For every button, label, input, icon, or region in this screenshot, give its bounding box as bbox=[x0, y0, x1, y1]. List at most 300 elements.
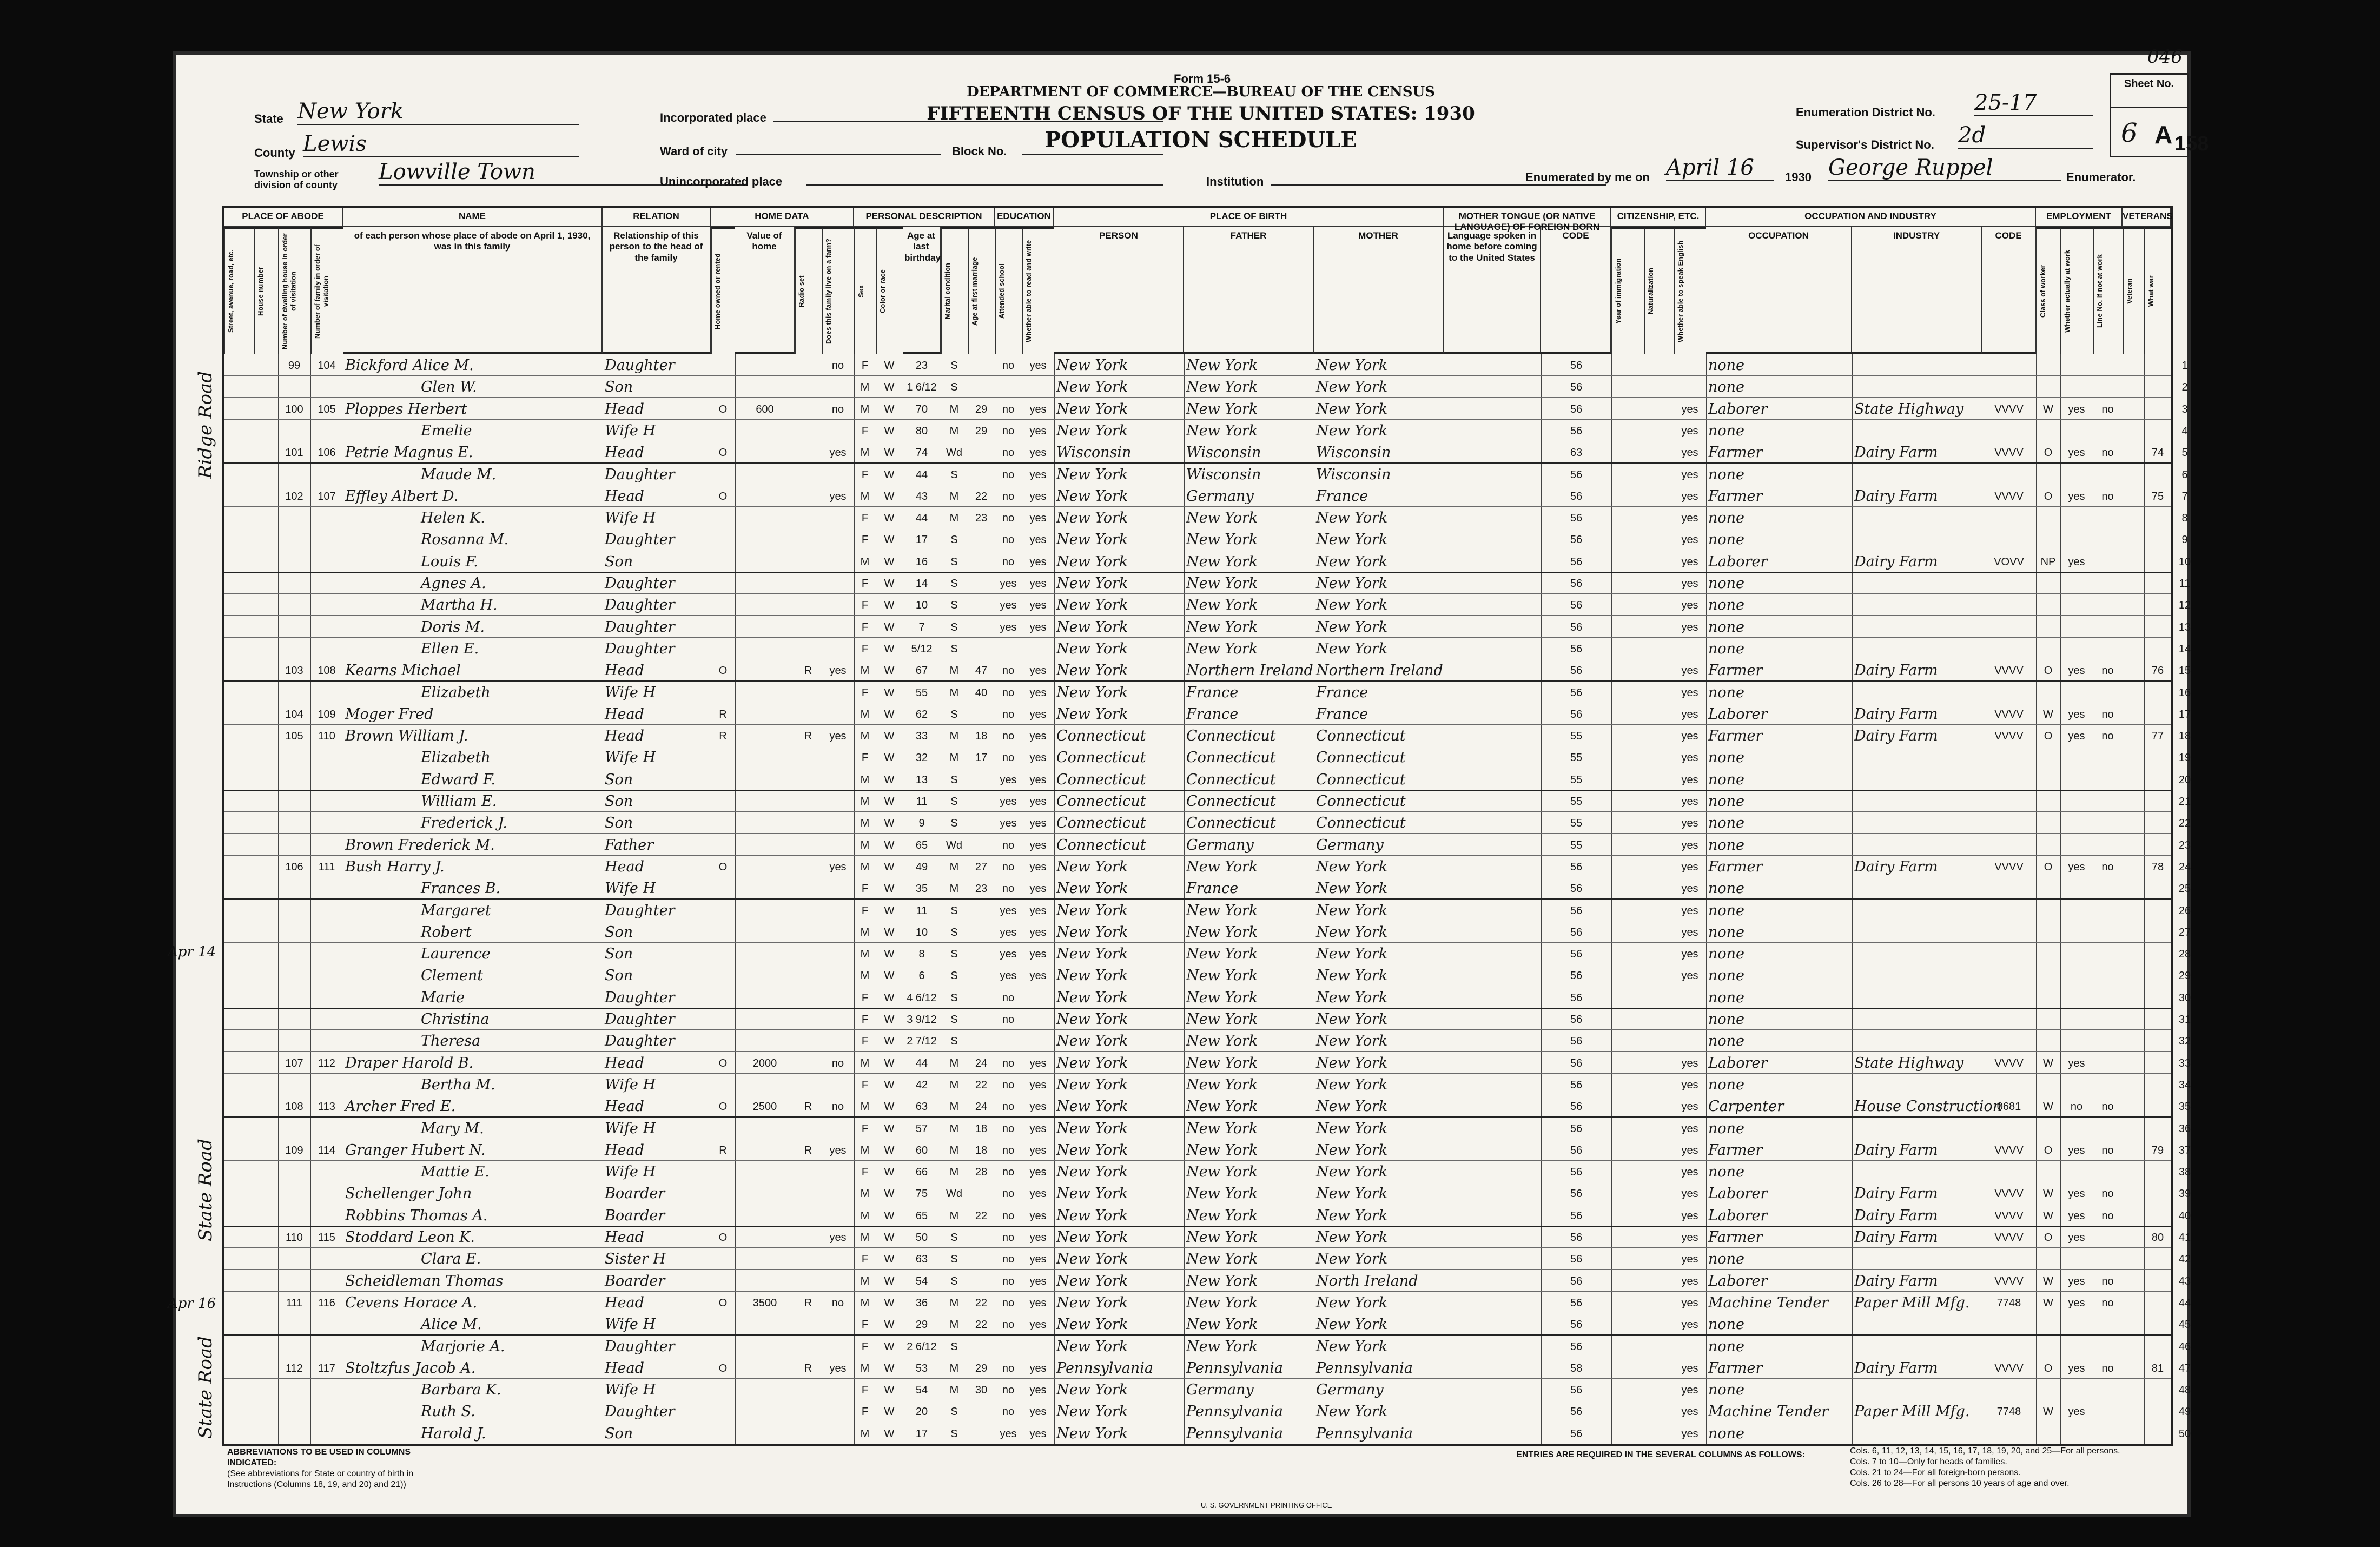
cell-dwelling-number bbox=[280, 419, 308, 441]
cell-farm-schedule bbox=[2146, 1313, 2169, 1334]
cell-industry bbox=[1854, 375, 1980, 397]
cell-read-write: yes bbox=[1029, 1427, 1047, 1440]
cell-radio-set bbox=[797, 986, 819, 1008]
cell-birthplace-mother: New York bbox=[1316, 1141, 1388, 1159]
column-header: OCCUPATION bbox=[1706, 227, 1852, 354]
cell-occupation: none bbox=[1708, 1338, 1745, 1355]
cell-on-farm bbox=[824, 593, 852, 615]
cell-birthplace-father: New York bbox=[1186, 989, 1258, 1006]
cell-speaks-english: yes bbox=[1681, 403, 1698, 415]
cell-birth-code: 56 bbox=[1570, 1101, 1583, 1113]
table-row bbox=[224, 419, 2188, 441]
cell-street bbox=[226, 441, 252, 462]
cell-marital: M bbox=[949, 1166, 959, 1179]
cell-relation: Son bbox=[605, 771, 633, 788]
cell-veteran bbox=[2095, 637, 2120, 659]
cell-dwelling-number: 103 bbox=[285, 665, 303, 677]
cell-race: W bbox=[884, 1057, 895, 1069]
unincorporated-label: Unincorporated place bbox=[660, 175, 783, 188]
cell-radio-set bbox=[797, 398, 819, 419]
cell-age-first-marriage bbox=[970, 768, 993, 790]
cell-what-war bbox=[2125, 1378, 2142, 1400]
cell-occupation: none bbox=[1708, 510, 1745, 527]
cell-sex: M bbox=[860, 447, 870, 459]
cell-home-value bbox=[737, 1313, 792, 1334]
cell-veteran: no bbox=[2101, 447, 2114, 459]
cell-family-number bbox=[313, 1182, 341, 1204]
cell-farm-schedule bbox=[2146, 1029, 2169, 1051]
cell-speaks-english: yes bbox=[1681, 730, 1698, 743]
cell-occupation-code bbox=[1984, 768, 2034, 790]
cell-marital: M bbox=[949, 425, 959, 437]
cell-school: no bbox=[1002, 686, 1015, 699]
cell-family-number: 113 bbox=[318, 1101, 335, 1113]
cell-birth-code: 55 bbox=[1570, 730, 1583, 743]
cell-birthplace-father: France bbox=[1186, 705, 1239, 723]
cell-sex: F bbox=[861, 1340, 869, 1353]
cell-home-value bbox=[737, 1422, 792, 1444]
cell-race: W bbox=[884, 1014, 895, 1026]
cell-relation: Head bbox=[605, 400, 644, 418]
cell-marital: S bbox=[950, 468, 958, 481]
cell-relation: Head bbox=[605, 1229, 644, 1246]
cell-occupation: none bbox=[1708, 1120, 1745, 1137]
cell-school bbox=[997, 1029, 1020, 1051]
cell-sex: M bbox=[860, 926, 870, 938]
line-number: 47 bbox=[2178, 1362, 2191, 1374]
cell-marital: S bbox=[950, 1014, 958, 1026]
table-row bbox=[224, 1204, 2191, 1227]
cell-birthplace-mother: Pennsylvania bbox=[1316, 1425, 1413, 1442]
cell-dwelling-number: 111 bbox=[286, 1297, 303, 1309]
cell-speaks-english: yes bbox=[1681, 556, 1698, 568]
cell-on-farm bbox=[824, 1073, 852, 1095]
cell-street bbox=[226, 528, 252, 550]
cell-race: W bbox=[884, 1275, 895, 1287]
cell-person-name: Kearns Michael bbox=[345, 662, 461, 679]
cell-birth-code: 56 bbox=[1570, 512, 1583, 525]
cell-read-write: yes bbox=[1029, 861, 1047, 873]
cell-age-first-marriage: 30 bbox=[975, 1384, 988, 1397]
cell-birth-code: 55 bbox=[1570, 817, 1583, 830]
cell-age: 75 bbox=[915, 1188, 928, 1200]
cell-occupation-code bbox=[1984, 637, 2034, 659]
cell-speaks-english: yes bbox=[1681, 1101, 1698, 1113]
cell-birthplace-mother: New York bbox=[1316, 422, 1388, 439]
sd-label: Supervisor's District No. bbox=[1796, 138, 1934, 151]
cell-birthplace-mother: Germany bbox=[1316, 1381, 1384, 1399]
cell-birthplace-mother: New York bbox=[1316, 510, 1388, 527]
cell-what-war bbox=[2125, 1313, 2142, 1334]
column-group: RELATION bbox=[603, 208, 711, 227]
cell-home-owned: O bbox=[718, 1232, 728, 1244]
cell-birth-code: 56 bbox=[1570, 578, 1583, 590]
cell-on-farm: yes bbox=[829, 490, 847, 503]
cell-family-number bbox=[313, 616, 341, 637]
cell-sex: M bbox=[860, 796, 870, 808]
cell-class-of-worker bbox=[2038, 419, 2058, 441]
cell-home-value bbox=[737, 877, 792, 898]
cell-what-war bbox=[2125, 811, 2142, 833]
cell-relation: Daughter bbox=[605, 1338, 675, 1355]
cell-industry bbox=[1854, 354, 1980, 375]
cell-age: 60 bbox=[915, 1144, 928, 1156]
cell-person-name: Mary M. bbox=[421, 1120, 484, 1137]
cell-read-write: yes bbox=[1029, 1232, 1047, 1244]
cell-age-first-marriage: 17 bbox=[975, 752, 988, 764]
cell-sex: F bbox=[861, 621, 869, 633]
cell-occupation: Farmer bbox=[1708, 1229, 1763, 1246]
cell-age: 53 bbox=[915, 1362, 928, 1374]
cell-read-write: yes bbox=[1029, 796, 1047, 808]
cell-industry bbox=[1854, 681, 1980, 703]
cell-at-work bbox=[2062, 811, 2091, 833]
cell-person-name: Laurence bbox=[421, 946, 491, 963]
cell-school: yes bbox=[1000, 1427, 1017, 1440]
block-line bbox=[1022, 154, 1163, 155]
cell-radio-set: R bbox=[804, 1297, 812, 1309]
cell-home-value bbox=[737, 354, 792, 375]
cell-home-value bbox=[737, 855, 792, 877]
cell-at-work bbox=[2062, 1008, 2091, 1029]
cell-marital: M bbox=[949, 665, 959, 677]
cell-marital: M bbox=[949, 686, 959, 699]
cell-age-first-marriage bbox=[970, 593, 993, 615]
cell-veteran bbox=[2095, 1029, 2120, 1051]
line-number: 7 bbox=[2181, 490, 2188, 503]
cell-home-owned: O bbox=[718, 1101, 728, 1113]
cell-marital: M bbox=[949, 1209, 959, 1222]
cell-family-number bbox=[313, 899, 341, 921]
column-header: Value of home bbox=[735, 227, 795, 354]
cell-sex: F bbox=[861, 643, 869, 655]
table-row bbox=[224, 724, 2191, 746]
cell-birthplace-father: New York bbox=[1186, 1011, 1258, 1028]
table-row bbox=[224, 855, 2191, 877]
cell-class-of-worker: W bbox=[2043, 403, 2053, 415]
cell-race: W bbox=[884, 403, 895, 415]
cell-home-value bbox=[737, 1226, 792, 1247]
cell-birth-code: 55 bbox=[1570, 796, 1583, 808]
cell-read-write bbox=[1024, 986, 1052, 1008]
cell-veteran bbox=[2095, 593, 2120, 615]
cell-radio-set bbox=[797, 1160, 819, 1182]
cell-occupation: none bbox=[1708, 880, 1745, 897]
cell-race: W bbox=[884, 1297, 895, 1309]
cell-dwelling-number bbox=[280, 1204, 308, 1226]
cell-dwelling-number bbox=[280, 1313, 308, 1334]
cell-school: no bbox=[1002, 752, 1015, 764]
cell-home-owned: O bbox=[718, 490, 728, 503]
cell-birth-code: 56 bbox=[1570, 991, 1583, 1004]
column-header: CODE bbox=[1982, 227, 2036, 354]
cell-marital: M bbox=[949, 752, 959, 764]
cell-home-value bbox=[737, 616, 792, 637]
cell-veteran bbox=[2095, 419, 2120, 441]
cell-birthplace-person: New York bbox=[1056, 597, 1128, 614]
cell-street bbox=[226, 463, 252, 485]
department-heading: DEPARTMENT OF COMMERCE—BUREAU OF THE CENSUS bbox=[967, 84, 1435, 100]
cell-at-work bbox=[2062, 768, 2091, 790]
cell-sex: F bbox=[861, 599, 869, 612]
cell-birthplace-father: New York bbox=[1186, 1272, 1258, 1290]
cell-race: W bbox=[884, 447, 895, 459]
cell-what-war bbox=[2125, 1095, 2142, 1116]
cell-home-owned bbox=[713, 768, 733, 790]
cell-farm-schedule bbox=[2146, 1095, 2169, 1116]
cell-class-of-worker bbox=[2038, 834, 2058, 855]
cell-industry: Dairy Farm bbox=[1854, 1272, 1938, 1290]
cell-what-war bbox=[2125, 616, 2142, 637]
cell-veteran bbox=[2095, 1335, 2120, 1357]
cell-class-of-worker bbox=[2038, 681, 2058, 703]
cell-dwelling-number bbox=[280, 942, 308, 964]
table-row bbox=[224, 637, 2191, 659]
cell-occupation: Laborer bbox=[1708, 553, 1768, 570]
cell-at-work bbox=[2062, 899, 2091, 921]
cell-age-first-marriage bbox=[970, 964, 993, 986]
cell-birthplace-father: New York bbox=[1186, 618, 1258, 636]
cell-veteran bbox=[2095, 1313, 2120, 1334]
township-label: Township or other division of county bbox=[254, 169, 339, 190]
cell-veteran bbox=[2095, 681, 2120, 703]
line-number: 37 bbox=[2178, 1144, 2191, 1156]
cell-birthplace-father: Pennsylvania bbox=[1186, 1403, 1283, 1420]
cell-occupation-code: VVVV bbox=[1994, 1188, 2024, 1200]
cell-dwelling-number bbox=[280, 1160, 308, 1182]
cell-occupation: none bbox=[1708, 684, 1745, 701]
cell-occupation-code bbox=[1984, 986, 2034, 1008]
cell-school: no bbox=[1002, 1144, 1015, 1156]
cell-person-name: Agnes A. bbox=[421, 575, 486, 592]
cell-on-farm bbox=[824, 506, 852, 528]
cell-farm-schedule bbox=[2146, 790, 2169, 811]
cell-race: W bbox=[884, 1340, 895, 1353]
table-row bbox=[224, 790, 2191, 812]
cell-relation: Boarder bbox=[605, 1185, 665, 1202]
cell-on-farm bbox=[824, 877, 852, 898]
cell-age-first-marriage bbox=[970, 986, 993, 1008]
cell-relation: Wife H bbox=[605, 684, 656, 701]
cell-age-first-marriage: 29 bbox=[975, 1362, 988, 1374]
cell-age-first-marriage bbox=[970, 441, 993, 462]
cell-industry: Dairy Farm bbox=[1854, 553, 1938, 570]
cell-birthplace-father: New York bbox=[1186, 379, 1258, 396]
table-row bbox=[224, 1313, 2191, 1336]
cell-radio-set: R bbox=[804, 1101, 812, 1113]
cell-relation: Wife H bbox=[605, 1163, 656, 1181]
cell-occupation: none bbox=[1708, 640, 1745, 657]
cell-dwelling-number: 102 bbox=[285, 490, 303, 503]
column-group: OCCUPATION AND INDUSTRY bbox=[1706, 208, 2036, 227]
cell-veteran bbox=[2095, 616, 2120, 637]
cell-race: W bbox=[884, 1362, 895, 1374]
cell-speaks-english: yes bbox=[1681, 926, 1698, 938]
cell-race: W bbox=[884, 1384, 895, 1397]
cell-race: W bbox=[884, 1406, 895, 1418]
cell-what-war bbox=[2125, 1247, 2142, 1269]
cell-veteran bbox=[2095, 1160, 2120, 1182]
cell-home-value bbox=[737, 899, 792, 921]
cell-birthplace-mother: France bbox=[1316, 487, 1368, 505]
cell-industry: Dairy Farm bbox=[1854, 1359, 1938, 1377]
cell-person-name: Stoltzfus Jacob A. bbox=[345, 1359, 476, 1377]
cell-on-farm bbox=[824, 463, 852, 485]
cell-age: 80 bbox=[915, 425, 928, 437]
cell-marital: M bbox=[949, 1144, 959, 1156]
cell-age: 62 bbox=[915, 708, 928, 720]
cell-family-number bbox=[313, 593, 341, 615]
cell-radio-set bbox=[797, 746, 819, 768]
cell-family-number bbox=[313, 1247, 341, 1269]
cell-at-work bbox=[2062, 375, 2091, 397]
cell-on-farm: no bbox=[831, 1057, 844, 1069]
cell-birthplace-father: Germany bbox=[1186, 487, 1254, 505]
cell-race: W bbox=[884, 817, 895, 830]
cell-birthplace-father: Pennsylvania bbox=[1186, 1425, 1283, 1442]
cell-home-owned bbox=[713, 1117, 733, 1139]
cell-veteran bbox=[2095, 877, 2120, 898]
cell-street bbox=[226, 637, 252, 659]
cell-farm-schedule bbox=[2146, 942, 2169, 964]
cell-veteran bbox=[2095, 1008, 2120, 1029]
cell-veteran bbox=[2095, 1422, 2120, 1444]
cell-person-name: Ruth S. bbox=[421, 1403, 475, 1420]
line-number: 28 bbox=[2178, 948, 2191, 961]
cell-veteran: no bbox=[2101, 730, 2114, 743]
cell-class-of-worker bbox=[2038, 986, 2058, 1008]
cell-farm-schedule: 81 bbox=[2151, 1362, 2164, 1374]
cell-home-owned bbox=[713, 681, 733, 703]
cell-radio-set bbox=[797, 1226, 819, 1247]
cell-race: W bbox=[884, 1319, 895, 1331]
cell-radio-set bbox=[797, 834, 819, 855]
cell-farm-schedule bbox=[2146, 746, 2169, 768]
cell-home-owned bbox=[713, 572, 733, 593]
cell-occupation-code bbox=[1984, 419, 2034, 441]
line-number: 6 bbox=[2181, 468, 2188, 481]
cell-sex: M bbox=[860, 948, 870, 961]
cell-class-of-worker bbox=[2038, 942, 2058, 964]
cell-sex: F bbox=[861, 1014, 869, 1026]
cell-street bbox=[226, 986, 252, 1008]
cell-what-war bbox=[2125, 703, 2142, 724]
cell-sex: F bbox=[861, 512, 869, 525]
column-group: PLACE OF BIRTH bbox=[1054, 208, 1444, 227]
cell-street bbox=[226, 1357, 252, 1378]
cell-dwelling-number bbox=[280, 921, 308, 942]
cell-speaks-english: yes bbox=[1681, 752, 1698, 764]
cell-home-owned: R bbox=[719, 730, 727, 743]
cell-person-name: Archer Fred E. bbox=[345, 1098, 456, 1115]
cell-industry bbox=[1854, 790, 1980, 811]
cell-sex: F bbox=[861, 360, 869, 372]
cell-industry bbox=[1854, 746, 1980, 768]
cell-age: 7 bbox=[918, 621, 925, 633]
line-number: 4 bbox=[2181, 425, 2188, 437]
cell-birthplace-father: Pennsylvania bbox=[1186, 1359, 1283, 1377]
column-header: FATHER bbox=[1184, 227, 1314, 354]
cell-what-war bbox=[2125, 1008, 2142, 1029]
cell-age: 14 bbox=[915, 578, 928, 590]
cell-school: no bbox=[1002, 1253, 1015, 1266]
cell-radio-set bbox=[797, 1270, 819, 1291]
table-row bbox=[224, 1073, 2191, 1095]
cell-veteran bbox=[2095, 1247, 2120, 1269]
cell-read-write: yes bbox=[1029, 1144, 1047, 1156]
cell-birthplace-person: New York bbox=[1056, 1163, 1128, 1181]
margin-state-road-2: State Road bbox=[195, 1336, 216, 1439]
enumerated-label: Enumerated by me on bbox=[1525, 170, 1650, 184]
line-number: 50 bbox=[2178, 1427, 2191, 1440]
cell-person-name: Frederick J. bbox=[421, 815, 507, 832]
cell-birthplace-mother: New York bbox=[1316, 357, 1388, 374]
cell-street bbox=[226, 1270, 252, 1291]
cell-person-name: Mattie E. bbox=[421, 1163, 490, 1181]
cell-at-work bbox=[2062, 790, 2091, 811]
cell-what-war bbox=[2125, 593, 2142, 615]
cell-birthplace-person: New York bbox=[1056, 1272, 1128, 1290]
column-header: Class of worker bbox=[2036, 227, 2060, 354]
cell-home-value bbox=[737, 419, 792, 441]
cell-age: 11 bbox=[916, 796, 928, 808]
cell-birthplace-mother: New York bbox=[1316, 1011, 1388, 1028]
cell-birthplace-person: New York bbox=[1056, 553, 1128, 570]
cell-home-value bbox=[737, 593, 792, 615]
cell-birthplace-father: New York bbox=[1186, 1251, 1258, 1268]
cell-age-first-marriage bbox=[970, 703, 993, 724]
cell-class-of-worker bbox=[2038, 1335, 2058, 1357]
cell-class-of-worker: W bbox=[2043, 708, 2053, 720]
cell-what-war bbox=[2125, 1160, 2142, 1182]
cell-relation: Head bbox=[605, 1359, 644, 1377]
cell-what-war bbox=[2125, 1139, 2142, 1160]
cell-occupation: none bbox=[1708, 815, 1745, 832]
cell-marital: M bbox=[949, 1057, 959, 1069]
cell-radio-set bbox=[797, 1400, 819, 1422]
cell-on-farm bbox=[824, 681, 852, 703]
cell-race: W bbox=[884, 468, 895, 481]
cell-class-of-worker bbox=[2038, 506, 2058, 528]
cell-home-value bbox=[737, 1270, 792, 1291]
cell-family-number: 114 bbox=[318, 1144, 335, 1156]
cell-radio-set bbox=[797, 1204, 819, 1226]
state-value: New York bbox=[298, 99, 579, 125]
cell-dwelling-number: 100 bbox=[285, 403, 303, 415]
cell-school: no bbox=[1002, 1319, 1015, 1331]
cell-farm-schedule bbox=[2146, 986, 2169, 1008]
cell-class-of-worker bbox=[2038, 877, 2058, 898]
cell-what-war bbox=[2125, 354, 2142, 375]
cell-birthplace-father: New York bbox=[1186, 597, 1258, 614]
cell-radio-set bbox=[797, 703, 819, 724]
cell-age: 3 9/12 bbox=[907, 1014, 937, 1026]
cell-home-owned bbox=[713, 790, 733, 811]
cell-industry bbox=[1854, 637, 1980, 659]
cell-birthplace-person: New York bbox=[1056, 1076, 1128, 1093]
cell-industry bbox=[1854, 528, 1980, 550]
cell-birthplace-father: New York bbox=[1186, 1033, 1258, 1050]
cell-birth-code: 56 bbox=[1570, 1427, 1583, 1440]
cell-sex: F bbox=[861, 534, 869, 546]
cell-birthplace-person: New York bbox=[1056, 705, 1128, 723]
cell-home-value bbox=[737, 637, 792, 659]
cell-family-number bbox=[313, 986, 341, 1008]
cell-occupation-code bbox=[1984, 1008, 2034, 1029]
cell-age-first-marriage bbox=[970, 1029, 993, 1051]
cell-relation: Wife H bbox=[605, 422, 656, 439]
table-row bbox=[224, 506, 2188, 528]
